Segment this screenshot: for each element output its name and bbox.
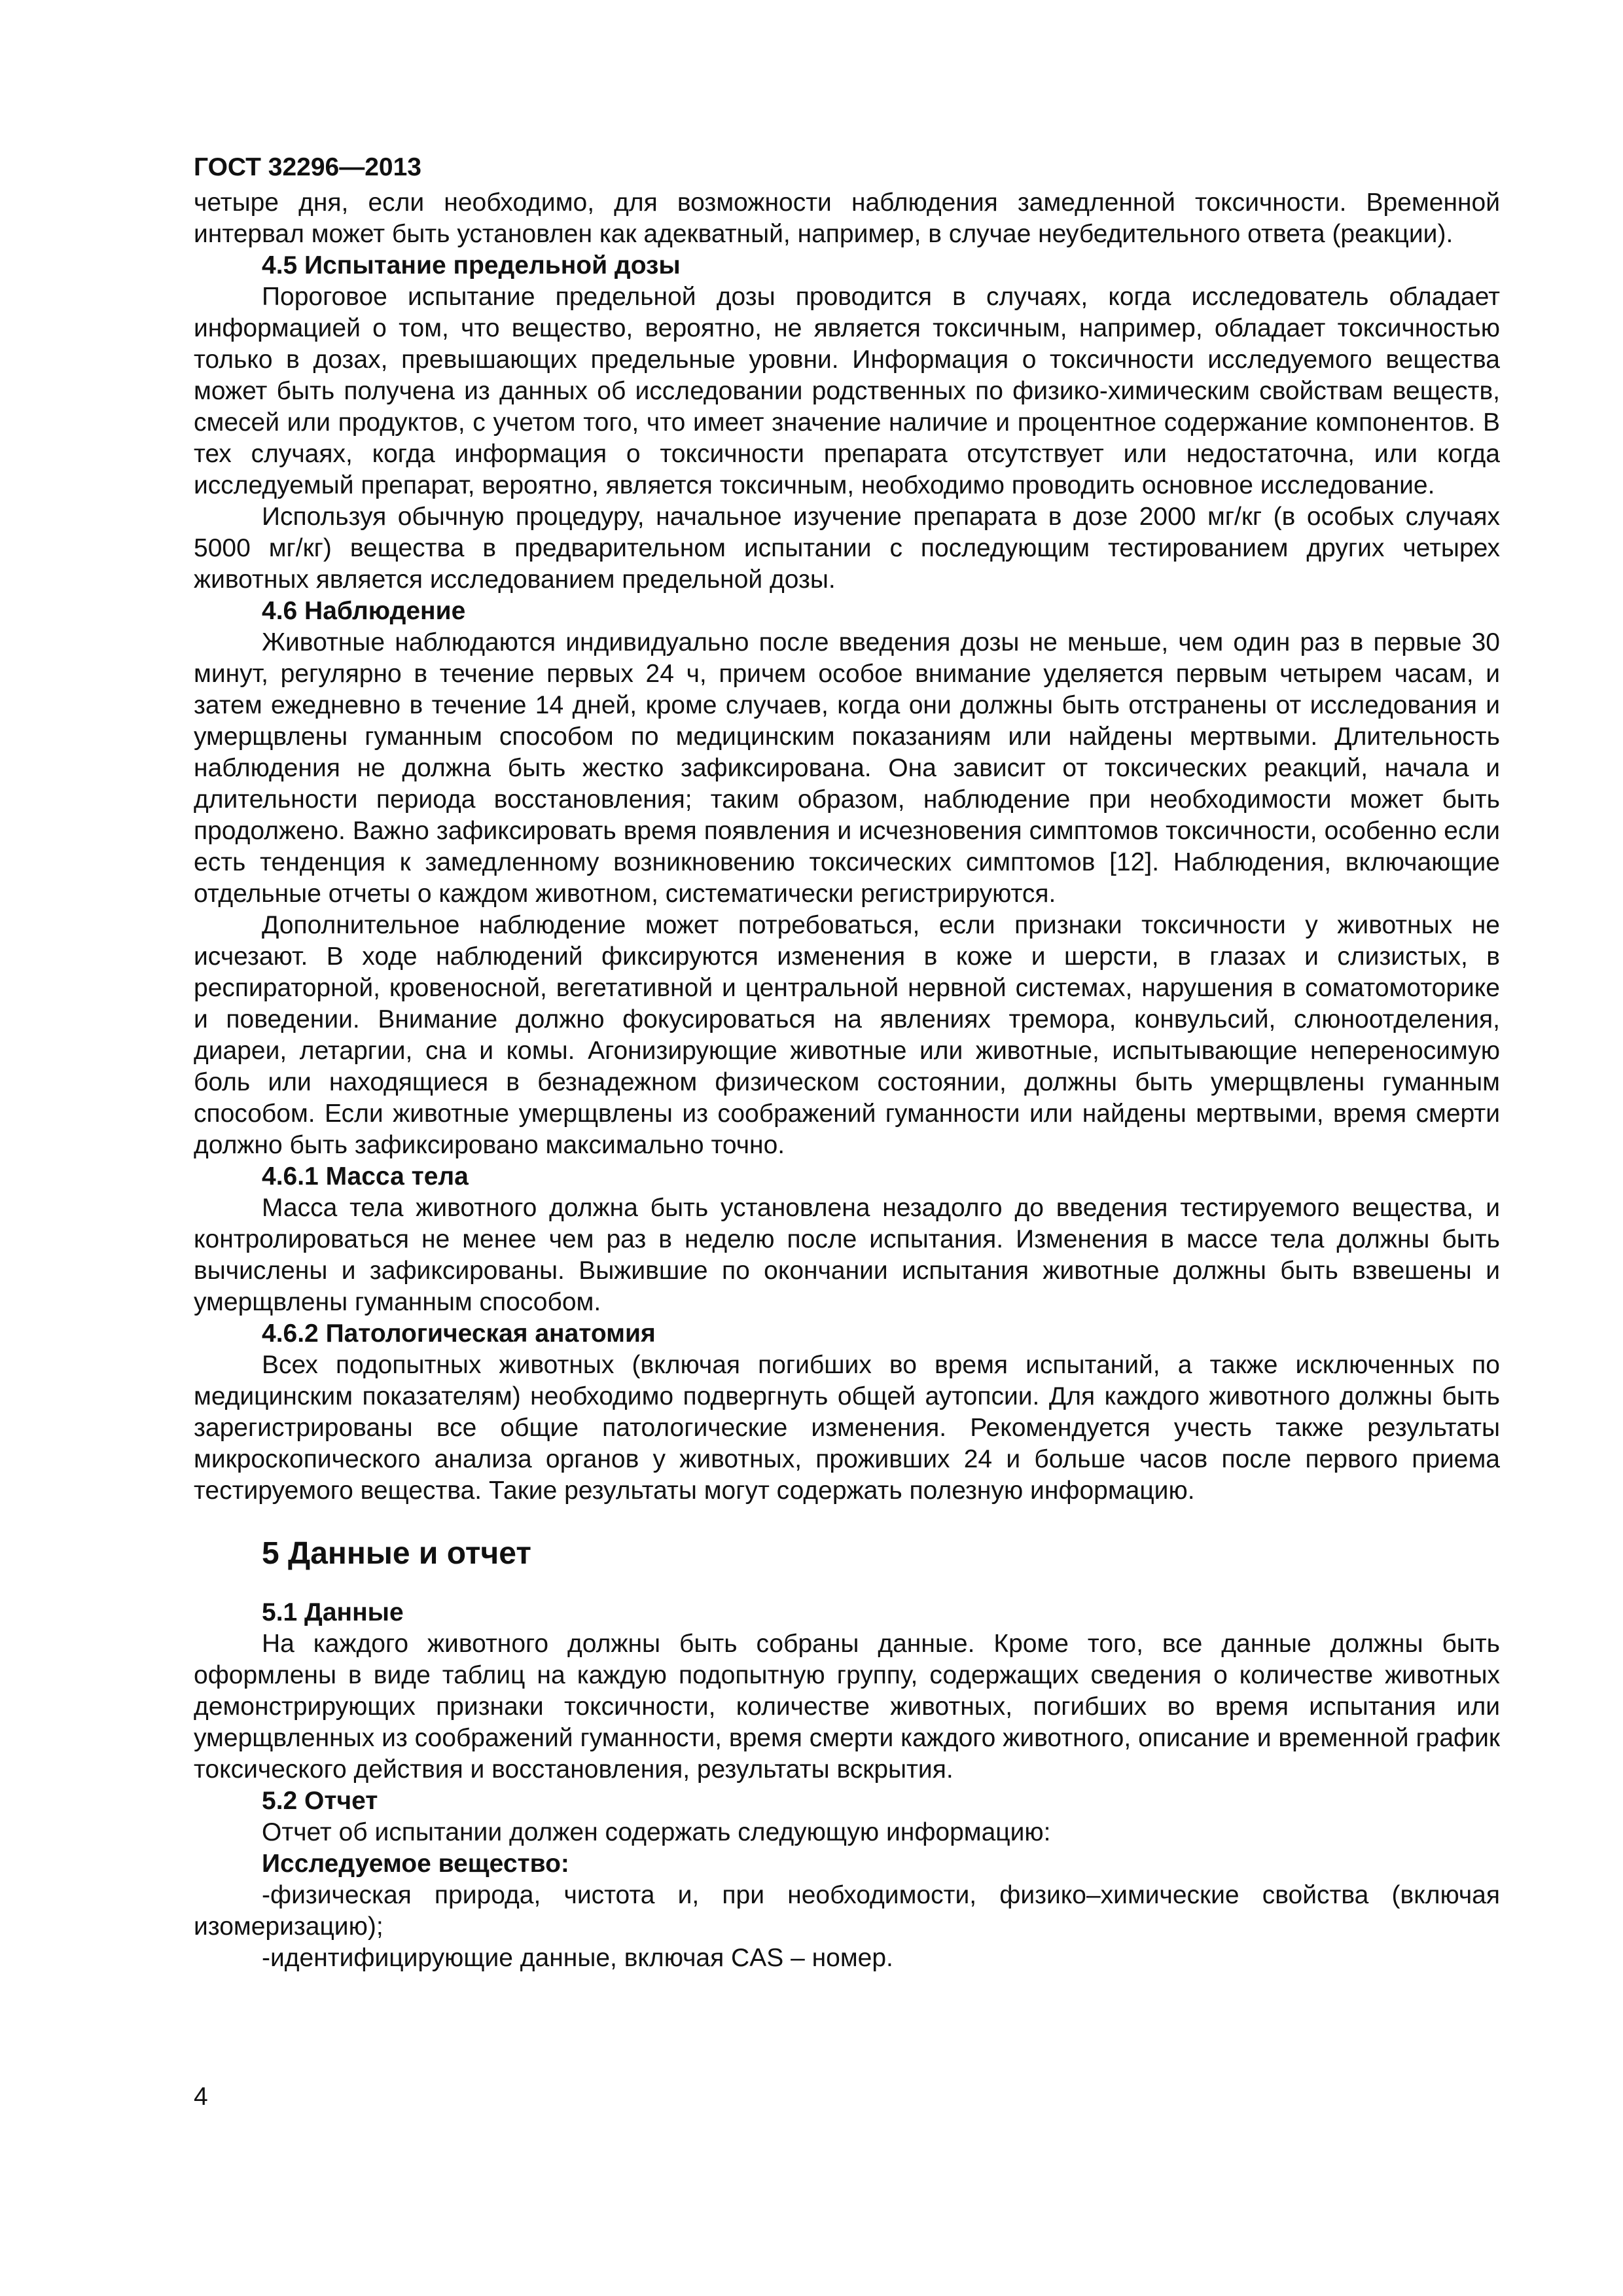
section-heading-4-6-2: 4.6.2 Патологическая анатомия [262,1319,656,1348]
paragraph: Всех подопытных животных (включая погибших во время испытаний, а также исключенных по медицинским показателям) необходимо подвергнуть общей аутопсии. Для каждого животного должны быть зарегистрированы все общие патологические изменения. Рекомендуется учесть также результаты микроскопического анализа органов у животных, проживших 24 и больше часов после первого приема тестируемого вещества. Такие результаты могут содержать полезную информацию. [194,1351,1500,1505]
paragraph: Отчет об испытании должен содержать следующую информацию: [262,1818,1051,1846]
paragraph: На каждого животного должны быть собраны данные. Кроме того, все данные должны быть оформлены в виде таблиц на каждую подопытную группу, содержащих сведения о количестве животных демонстрирующих признаки токсичности, количестве животных, погибших во время испытания или умерщвленных из соображений гуманности, время смерти каждого животного, описание и временной график токсического действия и восстановления, результаты вскрытия. [194,1630,1500,1784]
page-body [194,152,1500,1974]
list-item: -идентифицирующие данные, включая CAS – номер. [262,1944,893,1972]
list-item: -физическая природа, чистота и, при необходимости, физико–химические свойства (включая изомеризацию); [194,1881,1500,1941]
paragraph-continuation: четыре дня, если необходимо, для возможности наблюдения замедленной токсичности. Временной интервал может быть установлен как адекватный, например, в случае неубедительного ответа (реакции). [194,188,1500,248]
subheading-substance: Исследуемое вещество: [262,1850,569,1878]
section-heading-4-5: 4.5 Испытание предельной дозы [262,251,681,279]
section-heading-4-6-1: 4.6.1 Масса тела [262,1162,469,1191]
paragraph: Дополнительное наблюдение может потребоваться, если признаки токсичности у животных не исчезают. В ходе наблюдений фиксируются изменения в коже и шерсти, в глазах и слизистых, в респираторной, кровеносной, вегетативной и центральной нервной системах, нарушения в соматомоторике и поведении. Внимание должно фокусироваться на явлениях тремора, конвульсий, слюноотделения, диареи, летаргии, сна и комы. Агонизирующие животные или животные, испытывающие непереносимую боль или находящиеся в безнадежном физическом состоянии, должны быть умерщвлены гуманным способом. Если животные умерщвлены из соображений гуманности или найдены мертвыми, время смерти должно быть зафиксировано максимально точно. [194,911,1500,1159]
paragraph: Масса тела животного должна быть установлена незадолго до введения тестируемого вещества, и контролироваться не менее чем раз в неделю после испытания. Изменения в массе тела должны быть вычислены и зафиксированы. Выжившие по окончании испытания животные должны быть взвешены и умерщвлены гуманным способом. [194,1194,1500,1316]
section-heading-4-6: 4.6 Наблюдение [262,597,466,625]
document-code: ГОСТ 32296—2013 [194,153,421,181]
section-heading-5-1: 5.1 Данные [262,1598,404,1626]
page-number: 4 [194,2083,208,2111]
section-heading-5-2: 5.2 Отчет [262,1787,378,1815]
paragraph: Используя обычную процедуру, начальное изучение препарата в дозе 2000 мг/кг (в особых случаях 5000 мг/кг) вещества в предварительном испытании с последующим тестированием других четырех животных является исследованием предельной дозы. [194,503,1500,594]
paragraph: Пороговое испытание предельной дозы проводится в случаях, когда исследователь обладает информацией о том, что вещество, вероятно, не является токсичным, например, обладает токсичностью только в дозах, превышающих предельные уровни. Информация о токсичности исследуемого вещества может быть получена из данных об исследовании родственных по физико-химическим свойствам веществ, смесей или продуктов, с учетом того, что имеет значение наличие и процентное содержание компонентов. В тех случаях, когда информация о токсичности препарата отсутствует или недостаточна, или когда исследуемый препарат, вероятно, является токсичным, необходимо проводить основное исследование. [194,283,1500,499]
paragraph: Животные наблюдаются индивидуально после введения дозы не меньше, чем один раз в первые 30 минут, регулярно в течение первых 24 ч, причем особое внимание уделяется первым четырем часам, и затем ежедневно в течение 14 дней, кроме случаев, когда они должны быть отстранены от исследования и умерщвлены гуманным способом по медицинским показаниям или найдены мертвыми. Длительность наблюдения не должна быть жестко зафиксирована. Она зависит от токсических реакций, начала и длительности периода восстановления; таким образом, наблюдение при необходимости может быть продолжено. Важно зафиксировать время появления и исчезновения симптомов токсичности, особенно если есть тенденция к замедленному возникновению токсических симптомов [12]. Наблюдения, включающие отдельные отчеты о каждом животном, систематически регистрируются. [194,628,1500,908]
section-heading-5: 5 Данные и отчет [262,1536,531,1571]
